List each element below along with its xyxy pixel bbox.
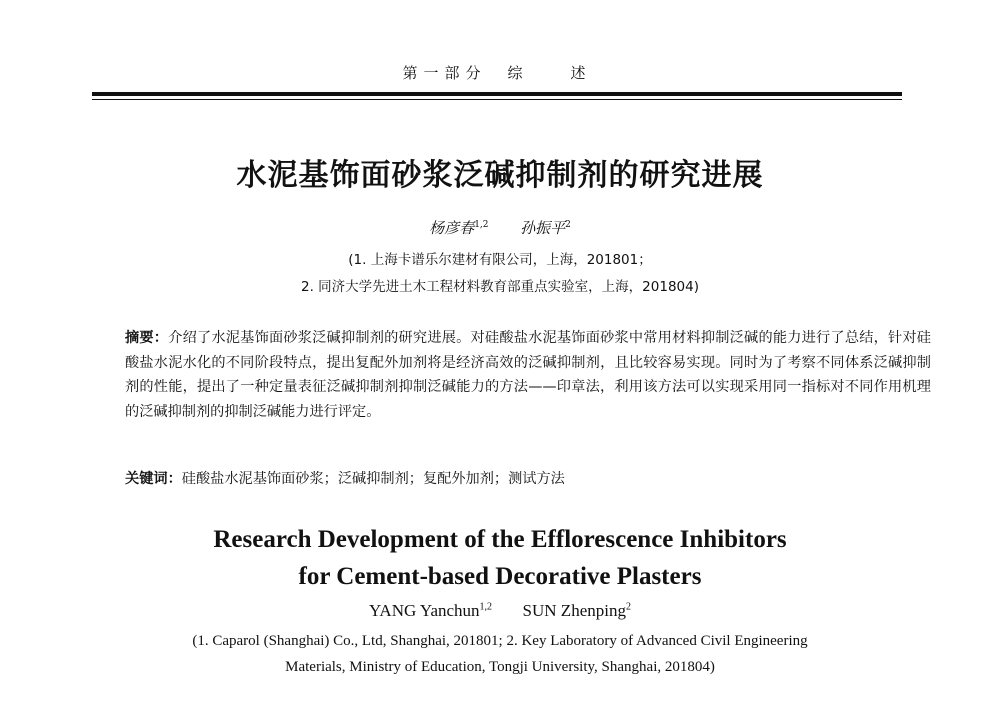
paper-title-cn: 水泥基饰面砂浆泛碱抑制剂的研究进展 bbox=[236, 158, 764, 193]
author-en-sup: 1,2 bbox=[479, 601, 493, 613]
header-rule-thick bbox=[92, 92, 902, 96]
affiliation-cn-1: (1. 上海卡谱乐尔建材有限公司，上海，201801； bbox=[348, 252, 652, 268]
authors-cn bbox=[0, 217, 1000, 238]
header-rule-thin bbox=[92, 99, 902, 100]
author-cn-sup: 1,2 bbox=[474, 220, 489, 230]
authors-en bbox=[0, 601, 1000, 621]
abstract-label: 摘要： bbox=[125, 330, 169, 346]
author-en-sup: 2 bbox=[625, 601, 631, 613]
author-en-name: YANG Yanchun bbox=[369, 601, 480, 620]
author-cn-sup: 2 bbox=[565, 220, 571, 230]
author-cn-name: 孙振平 bbox=[520, 219, 566, 237]
author-cn-name: 杨彦春 bbox=[429, 219, 475, 237]
abstract-text: 介绍了水泥基饰面砂浆泛碱抑制剂的研究进展。对硅酸盐水泥基饰面砂浆中常用材料抑制泛碱的能力进行了总结，针对硅酸盐水泥水化的不同阶段特点，提出复配外加剂将是经济高效的泛碱抑制剂，且比较容易实现。同时为了考察不同体系泛碱抑制剂的性能，提出了一种定量表征泛碱抑制剂抑制泛碱能力的方法——印章法，利用该方法可以实现采用同一指标对不同作用机理的泛碱抑制剂的抑制泛碱能力进行评定。 bbox=[125, 330, 931, 420]
affiliation-en-2: Materials, Ministry of Education, Tongji University, Shanghai, 201804) bbox=[285, 659, 715, 675]
affiliation-en-1: (1. Caparol (Shanghai) Co., Ltd, Shanghai, 201801; 2. Key Laboratory of Advanced Civil Engineering bbox=[192, 633, 808, 649]
section-header: 第一部分 综 述 bbox=[402, 64, 592, 82]
keywords-text: 硅酸盐水泥基饰面砂浆；泛碱抑制剂；复配外加剂；测试方法 bbox=[181, 471, 565, 487]
author-en-name: SUN Zhenping bbox=[522, 601, 626, 620]
keywords-cn bbox=[125, 468, 905, 488]
paper-title-en-line-1: Research Development of the Efflorescence Inhibitors bbox=[213, 526, 787, 553]
affiliation-cn-2: 2. 同济大学先进土木工程材料教育部重点实验室，上海，201804) bbox=[301, 279, 699, 295]
abstract-cn bbox=[95, 326, 931, 424]
keywords-label: 关键词： bbox=[125, 471, 182, 487]
paper-title-en-line-2: for Cement-based Decorative Plasters bbox=[298, 563, 702, 590]
